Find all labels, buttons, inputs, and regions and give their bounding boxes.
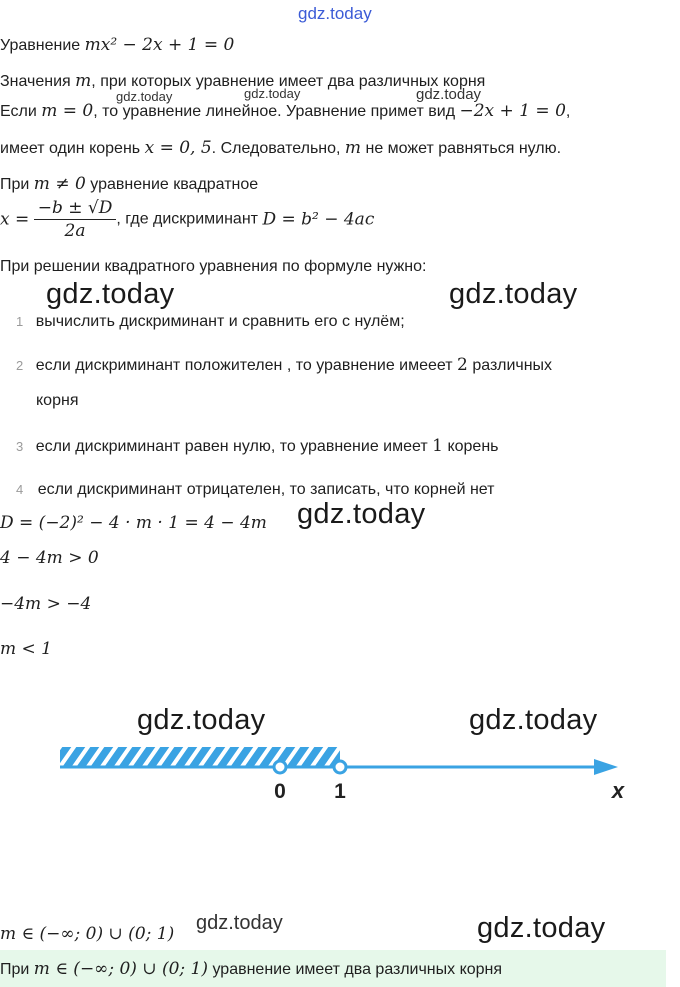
equation-label: Уравнение bbox=[0, 37, 81, 54]
step-text-post: корень bbox=[447, 438, 499, 455]
inequality-step-1: 4 − 4m > 0 bbox=[0, 548, 99, 568]
rule-intro: При решении квадратного уравнения по формуле нужно: bbox=[0, 258, 427, 275]
number-line-label-zero: 0 bbox=[274, 780, 286, 803]
not-zero-cond: m ≠ 0 bbox=[33, 174, 86, 194]
step-text: если дискриминант равен нулю, то уравнение имеет bbox=[35, 438, 428, 455]
number-line-label-one: 1 bbox=[334, 780, 346, 803]
step-number: 2 bbox=[16, 358, 24, 373]
formula-numerator: −b ± √D bbox=[34, 198, 117, 220]
watermark-small: gdz.today bbox=[196, 912, 283, 934]
task-line bbox=[0, 71, 485, 91]
step-continuation: корня bbox=[36, 392, 79, 409]
conclusion-line bbox=[0, 959, 502, 979]
not-zero-line bbox=[0, 174, 258, 194]
if-zero-eq: −2x + 1 = 0 bbox=[459, 101, 566, 121]
conclusion-pre: При bbox=[0, 961, 30, 978]
if-zero-pre: Если bbox=[0, 103, 37, 120]
step-item bbox=[16, 313, 405, 331]
if-zero-line bbox=[0, 101, 570, 121]
number-line bbox=[0, 736, 680, 806]
not-zero-pre: При bbox=[0, 176, 30, 193]
formula-discriminant: D = b² − 4ac bbox=[262, 209, 375, 230]
step-text: если дискриминант положителен , то уравнение имееет bbox=[35, 357, 453, 374]
if-zero-cond: m = 0 bbox=[41, 101, 94, 121]
axis-label-x: x bbox=[611, 778, 625, 803]
step-text: вычислить дискриминант и сравнить его с нулём; bbox=[35, 313, 405, 330]
task-var: m bbox=[75, 71, 92, 91]
watermark-large: gdz.today bbox=[477, 912, 606, 944]
conclusion-set: m ∈ (−∞; 0) ∪ (0; 1) bbox=[33, 959, 209, 979]
not-zero-post: уравнение квадратное bbox=[90, 176, 259, 193]
step-item bbox=[16, 481, 494, 499]
watermark-large: gdz.today bbox=[137, 704, 266, 736]
header-watermark: gdz.today bbox=[298, 4, 372, 23]
formula-fraction bbox=[34, 198, 117, 241]
step-number: 3 bbox=[16, 439, 24, 454]
step-number: 1 bbox=[16, 314, 24, 329]
conclusion-post: уравнение имеет два различных корня bbox=[212, 961, 503, 978]
step-math: 2 bbox=[457, 355, 468, 375]
watermark-large: gdz.today bbox=[46, 278, 175, 310]
task-pre: Значения bbox=[0, 73, 71, 90]
watermark-small: gdz.today bbox=[416, 86, 482, 103]
watermark-large: gdz.today bbox=[297, 498, 426, 530]
watermark-large: gdz.today bbox=[469, 704, 598, 736]
inequality-step-2: −4m > −4 bbox=[0, 594, 92, 614]
one-root-value: x = 0, 5 bbox=[144, 138, 212, 158]
axis-arrow-icon bbox=[594, 759, 618, 775]
one-root-var: m bbox=[344, 138, 362, 158]
open-point-zero bbox=[274, 761, 286, 773]
step-text: если дискриминант отрицателен, то записать, что корней нет bbox=[37, 481, 495, 498]
formula-denominator: 2a bbox=[64, 221, 86, 241]
formula-lhs: x = bbox=[0, 209, 30, 230]
open-point-one bbox=[334, 761, 346, 773]
step-item bbox=[16, 436, 498, 456]
step-number: 4 bbox=[16, 482, 24, 497]
discriminant-calc: D = (−2)² − 4 · m · 1 = 4 − 4m bbox=[0, 513, 267, 533]
equation-line bbox=[0, 35, 234, 55]
answer-set: m ∈ (−∞; 0) ∪ (0; 1) bbox=[0, 924, 175, 944]
if-zero-post: , bbox=[565, 103, 571, 120]
step-item bbox=[16, 355, 552, 375]
quadratic-formula-line bbox=[0, 198, 374, 241]
task-post: , при которых уравнение имеет два различных корня bbox=[91, 73, 486, 90]
one-root-mid: . Следовательно, bbox=[211, 140, 341, 157]
one-root-post: не может равняться нулю. bbox=[365, 140, 562, 157]
step-math: 1 bbox=[432, 436, 443, 456]
one-root-line bbox=[0, 138, 561, 158]
solution-hatch bbox=[60, 747, 340, 767]
watermark-small: gdz.today bbox=[116, 89, 173, 104]
inequality-step-3: m < 1 bbox=[0, 639, 52, 659]
equation-formula: mx² − 2x + 1 = 0 bbox=[84, 35, 235, 55]
step-text-post: различных bbox=[472, 357, 553, 374]
if-zero-mid: , то уравнение линейное. Уравнение примет вид bbox=[93, 103, 456, 120]
watermark-small: gdz.today bbox=[244, 86, 301, 101]
one-root-pre: имеет один корень bbox=[0, 140, 141, 157]
formula-mid: , где дискриминант bbox=[116, 210, 258, 228]
watermark-large: gdz.today bbox=[449, 278, 578, 310]
